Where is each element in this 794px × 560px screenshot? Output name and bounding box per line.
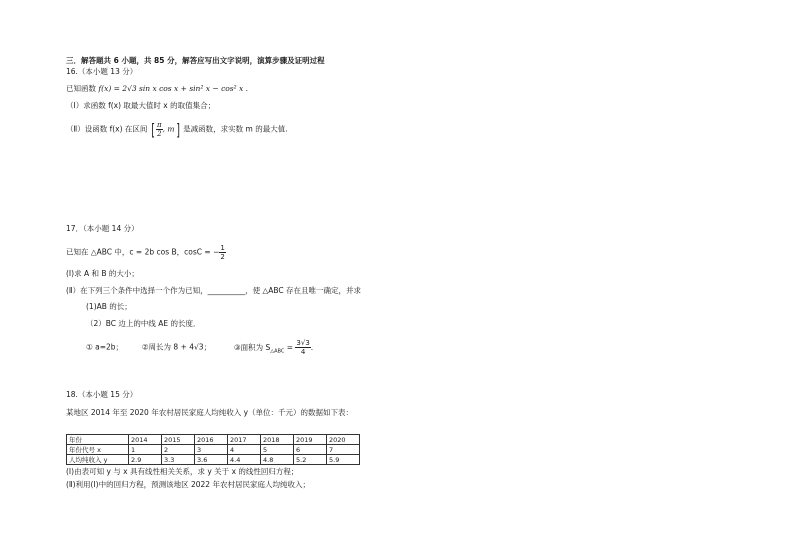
q17-option3-prefix: ③面积为 S bbox=[233, 342, 271, 352]
q17-option3-num: 3√3 bbox=[296, 339, 310, 347]
q17-option3-den: 4 bbox=[300, 348, 306, 356]
q17-option3-eq: = bbox=[284, 342, 296, 352]
q16-given bbox=[66, 84, 248, 94]
income-table bbox=[66, 434, 360, 465]
q16-part2-suffix: 是减函数，求实数 m 的最大值. bbox=[183, 124, 288, 134]
q16-function: f(x) = 2√3 sin x cos x + sin² x − cos² x . bbox=[98, 84, 249, 93]
q17-option2: ②周长为 8 + 4√3； bbox=[141, 342, 212, 352]
table-cell: 4 bbox=[228, 445, 261, 455]
income-table-body bbox=[67, 435, 360, 465]
q17-option3-end: . bbox=[310, 342, 314, 352]
q18-part2: (Ⅱ)利用(Ⅰ)中的回归方程，预测该地区 2022 年农村居民家庭人均纯收入； bbox=[66, 480, 310, 489]
right-bracket: ] bbox=[175, 119, 180, 139]
table-cell: 5.9 bbox=[327, 455, 360, 465]
table-cell: 4.4 bbox=[228, 455, 261, 465]
table-row-header: 年份 bbox=[67, 435, 129, 445]
table-cell: 2014 bbox=[129, 435, 162, 445]
q16-part2 bbox=[66, 121, 288, 138]
q17-item1: (1)AB 的长； bbox=[86, 302, 132, 311]
q16-interval-num: π bbox=[157, 121, 162, 129]
table-cell: 3 bbox=[195, 445, 228, 455]
q16-part2-prefix: （Ⅱ）设函数 f(x) 在区间 bbox=[66, 124, 148, 134]
table-cell: 3.6 bbox=[195, 455, 228, 465]
q17-option3-fraction bbox=[295, 339, 310, 356]
q17-option3-sub: △ABC bbox=[270, 348, 285, 354]
section-heading: 三．解答题共 6 小题，共 85 分，解答应写出文字说明，演算步骤及证明过程 bbox=[66, 56, 325, 65]
table-cell: 6 bbox=[294, 445, 327, 455]
table-cell: 7 bbox=[327, 445, 360, 455]
table-cell: 2019 bbox=[294, 435, 327, 445]
q17-given bbox=[66, 244, 226, 261]
q16-title: 16.（本小题 13 分） bbox=[66, 67, 138, 76]
q17-title: 17．（本小题 14 分） bbox=[66, 224, 139, 233]
q17-option1: ① a=2b； bbox=[86, 342, 124, 352]
table-row bbox=[67, 455, 360, 465]
table-cell: 4.8 bbox=[261, 455, 294, 465]
q18-part1: (Ⅰ)由表可知 y 与 x 具有线性相关关系，求 y 关于 x 的线性回归方程； bbox=[66, 467, 299, 476]
table-cell: 3.3 bbox=[162, 455, 195, 465]
q18-intro: 某地区 2014 年至 2020 年农村居民家庭人均纯收入 y（单位：千元）的数据如下表： bbox=[66, 408, 354, 417]
table-row-header: 人均纯收入 y bbox=[67, 455, 129, 465]
table-cell: 5.2 bbox=[294, 455, 327, 465]
table-cell: 5 bbox=[261, 445, 294, 455]
q17-item2: （2）BC 边上的中线 AE 的长度． bbox=[86, 319, 201, 328]
q17-part1: (Ⅰ)求 A 和 B 的大小； bbox=[66, 269, 139, 278]
table-cell: 2017 bbox=[228, 435, 261, 445]
table-cell: 2015 bbox=[162, 435, 195, 445]
q16-given-prefix: 已知函数 bbox=[66, 84, 96, 93]
table-row bbox=[67, 435, 360, 445]
table-row bbox=[67, 445, 360, 455]
q17-option3 bbox=[233, 339, 314, 356]
table-row-header: 年份代号 x bbox=[67, 445, 129, 455]
q16-interval-fraction bbox=[156, 121, 163, 138]
table-cell: 2 bbox=[162, 445, 195, 455]
q17-fraction bbox=[219, 244, 225, 261]
q17-options bbox=[86, 339, 313, 356]
q17-given-text: 已知在 △ABC 中，c = 2b cos B，cosC = − bbox=[66, 247, 220, 257]
q17-frac-den: 2 bbox=[220, 253, 225, 261]
q16-interval-rest: , m bbox=[162, 124, 175, 134]
table-cell: 2018 bbox=[261, 435, 294, 445]
table-cell: 2020 bbox=[327, 435, 360, 445]
q17-part2: (Ⅱ）在下列三个条件中选择一个作为已知，__________，使 △ABC 存在且唯一确定，并求 bbox=[66, 286, 362, 295]
q17-frac-num: 1 bbox=[220, 244, 225, 252]
table-cell: 2.9 bbox=[129, 455, 162, 465]
q16-interval-den: 2 bbox=[157, 130, 162, 138]
table-cell: 1 bbox=[129, 445, 162, 455]
left-bracket: [ bbox=[151, 119, 155, 139]
q18-title: 18.（本小题 15 分） bbox=[66, 390, 138, 399]
table-cell: 2016 bbox=[195, 435, 228, 445]
q16-part1: （Ⅰ）求函数 f(x) 取最大值时 x 的取值集合； bbox=[66, 101, 216, 110]
